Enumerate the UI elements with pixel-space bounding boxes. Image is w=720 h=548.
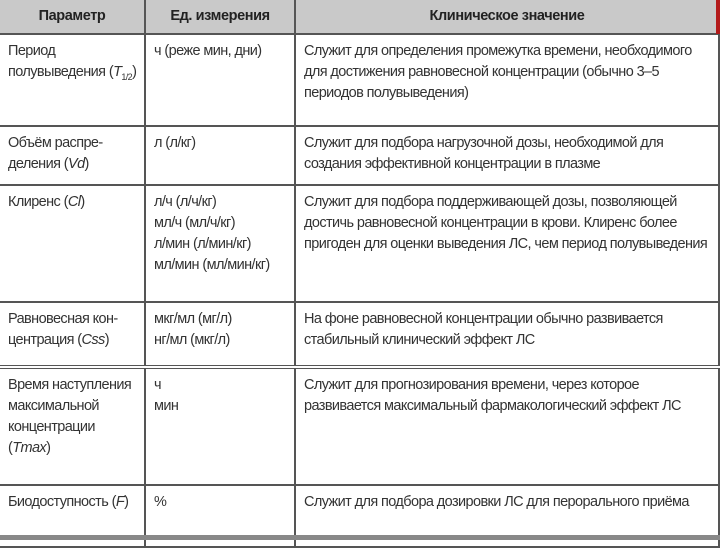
unit: л/мин (л/мин/кг) <box>154 236 251 252</box>
unit: мкг/мл (мг/л) <box>154 311 232 327</box>
param-symbol: F <box>115 494 125 510</box>
unit: л (л/кг) <box>154 135 196 151</box>
param-cell: Объём распре-деления (Vd) <box>0 126 145 185</box>
param-name: Период полувыведения <box>8 43 106 80</box>
param-name: Объём распре-деления <box>8 135 103 172</box>
unit: л/ч (л/ч/кг) <box>154 194 217 210</box>
unit: % <box>154 494 167 510</box>
meaning-cell: Служит для определения промежутка времени, необходимого для достижения равновесной концентрации (обычно 3–5 периодов полувыведения) <box>295 34 719 126</box>
unit: мин <box>154 398 179 414</box>
unit: ч <box>154 377 161 393</box>
meaning-cell: Служит для подбора дозировки ЛС для перорального приёма <box>295 485 719 547</box>
param-name: Время наступления максимальной концентрации <box>8 377 132 435</box>
param-name: Биодоступность <box>8 494 109 510</box>
meaning-cell: На фоне равновесной концентрации обычно развивается стабильный клинический эффект ЛС <box>295 302 719 367</box>
slide-accent-bar <box>716 0 720 34</box>
table-row <box>0 367 719 485</box>
param-cell: Клиренс (Cl) <box>0 185 145 302</box>
meaning-cell: Служит для подбора нагрузочной дозы, необходимой для создания эффективной концентрации в плазме <box>295 126 719 185</box>
param-symbol: Vd <box>68 156 85 172</box>
header-row <box>0 0 719 34</box>
units-cell <box>145 185 295 302</box>
param-subscript: 1/2 <box>121 71 133 82</box>
unit: мл/мин (мл/мин/кг) <box>154 257 270 273</box>
units-cell <box>145 367 295 485</box>
table-row <box>0 126 719 185</box>
param-symbol: Cl <box>67 194 81 210</box>
param-symbol: Tmax <box>12 440 47 456</box>
header-parameter: Параметр <box>0 0 145 34</box>
param-name: Равновесная кон-центрация <box>8 311 118 348</box>
meaning-cell: Служит для подбора поддерживающей дозы, позволяющей достичь равновесной концентрации в крови. Клиренс более пригоден для оценки выведения ЛС, чем период полувыведения <box>295 185 719 302</box>
units-cell <box>145 34 295 126</box>
unit: мл/ч (мл/ч/кг) <box>154 215 235 231</box>
param-name: Клиренс <box>8 194 61 210</box>
param-cell: Биодоступность (F) <box>0 485 145 547</box>
param-cell: Время наступления максимальной концентрации (Tmax) <box>0 367 145 485</box>
param-symbol: Css <box>81 332 105 348</box>
header-units: Ед. измерения <box>145 0 295 34</box>
table-row <box>0 34 719 126</box>
param-cell: Период полувыведения $(T_{1/2})$ <box>0 34 145 126</box>
header-clinical-meaning: Клиническое значение <box>295 0 719 34</box>
unit: ч (реже мин, дни) <box>154 43 262 59</box>
units-cell <box>145 302 295 367</box>
table-row <box>0 302 719 367</box>
meaning-cell: Служит для прогнозирования времени, через которое развивается максимальный фармакологический эффект ЛС <box>295 367 719 485</box>
bottom-border <box>0 535 720 540</box>
param-cell: Равновесная кон-центрация (Css) <box>0 302 145 367</box>
table-row <box>0 185 719 302</box>
param-symbol: T <box>113 64 122 80</box>
unit: нг/мл (мкг/л) <box>154 332 230 348</box>
units-cell <box>145 126 295 185</box>
